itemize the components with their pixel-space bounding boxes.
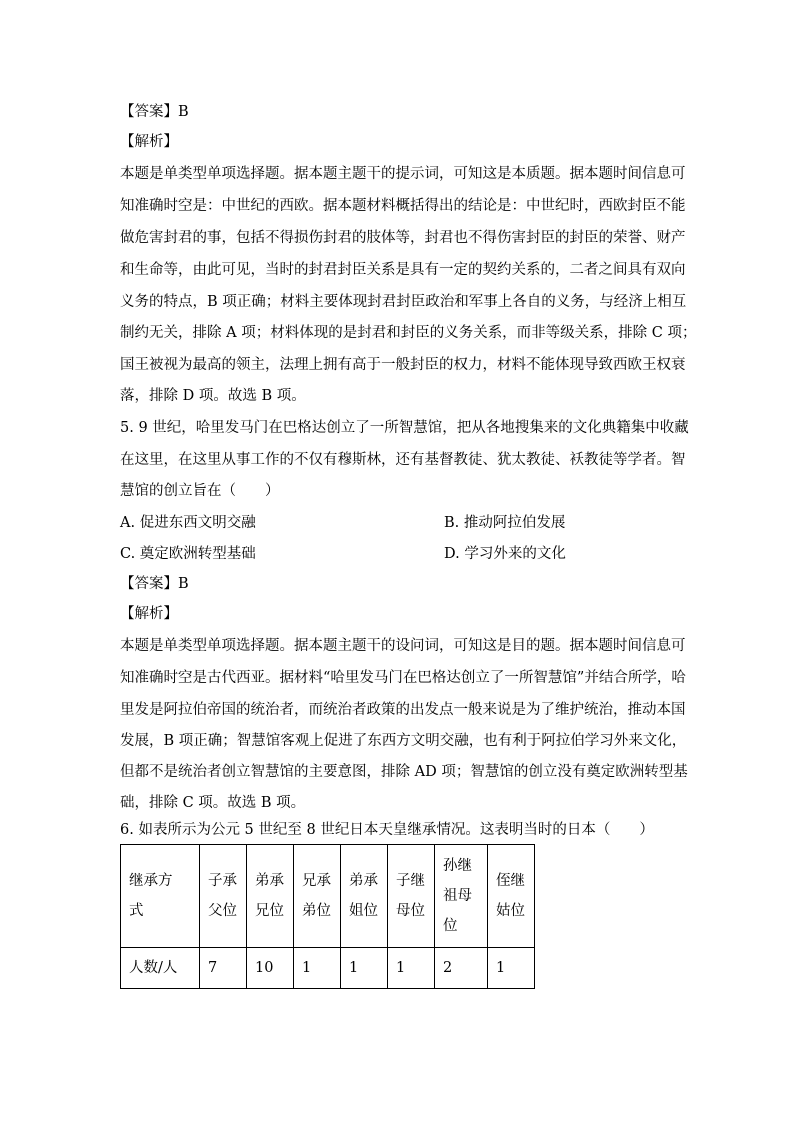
q5-option-a[interactable]: A. 促进东西文明交融 — [120, 515, 256, 531]
q5-analysis-line: 发展，B 项正确；智慧馆客观上促进了东西方文明交融，也有利于阿拉伯学习外来文化， — [120, 733, 687, 749]
q4-analysis-label: 【解析】 — [120, 134, 178, 150]
table-cell: 1 — [294, 948, 341, 989]
table-cell: 7 — [200, 948, 247, 989]
table-row-label: 人数/人 — [121, 948, 200, 989]
q4-analysis-line: 国王被视为最高的领主，法理上拥有高于一般封臣的权力，材料不能体现导致西欧王权衰 — [120, 357, 686, 373]
q5-stem-line: 在这里，在这里从事工作的不仅有穆斯林，还有基督教徒、犹太教徒、袄教徒等学者。智 — [120, 452, 686, 468]
table-header-cell: 侄继 姑位 — [488, 845, 535, 948]
q4-analysis-line: 义务的特点，B 项正确；材料主要体现封君封臣政治和军事上各自的义务，与经济上相互 — [120, 294, 687, 310]
q4-analysis-line: 做危害封君的事，包括不得损伤封君的肢体等，封君也不得伤害封臣的封臣的荣誉、财产 — [120, 230, 686, 246]
table-header-cell: 兄承 弟位 — [294, 845, 341, 948]
table-cell: 1 — [341, 948, 388, 989]
q4-analysis-line: 和生命等，由此可见，当时的封君封臣关系是具有一定的契约关系的，二者之间具有双向 — [120, 262, 686, 278]
q5-analysis-label: 【解析】 — [120, 606, 178, 622]
q4-analysis-line: 知准确时空是：中世纪的西欧。据本题材料概括得出的结论是：中世纪时，西欧封臣不能 — [120, 198, 686, 214]
q4-answer: 【答案】B — [120, 104, 189, 120]
table-cell: 10 — [247, 948, 294, 989]
q5-analysis-line: 知准确时空是古代西亚。据材料“哈里发马门在巴格达创立了一所智慧馆”并结合所学，哈 — [120, 670, 686, 686]
table-header-row — [121, 845, 535, 948]
q5-stem-line: 5. 9 世纪，哈里发马门在巴格达创立了一所智慧馆，把从各地搜集来的文化典籍集中收藏 — [120, 420, 689, 436]
q6-stem: 6. 如表所示为公元 5 世纪至 8 世纪日本天皇继承情况。这表明当时的日本（ ） — [120, 822, 654, 838]
table-header-cell: 孙继 祖母 位 — [435, 845, 488, 948]
table-header-cell: 子继 母位 — [388, 845, 435, 948]
q5-analysis-line: 本题是单类型单项选择题。据本题主题干的设问词，可知这是目的题。据本题时间信息可 — [120, 638, 686, 654]
q5-option-c[interactable]: C. 奠定欧洲转型基础 — [120, 546, 256, 562]
table-header-cell: 继承方 式 — [121, 845, 200, 948]
q4-analysis-line: 落，排除 D 项。故选 B 项。 — [120, 388, 306, 404]
succession-table — [120, 844, 535, 989]
q5-analysis-line: 础，排除 C 项。故选 B 项。 — [120, 795, 306, 811]
table-header-cell: 子承 父位 — [200, 845, 247, 948]
table-cell: 1 — [388, 948, 435, 989]
q4-analysis-line: 本题是单类型单项选择题。据本题主题干的提示词，可知这是本质题。据本题时间信息可 — [120, 166, 686, 182]
table-cell: 1 — [488, 948, 535, 989]
table-cell: 2 — [435, 948, 488, 989]
q4-analysis-line: 制约无关，排除 A 项；材料体现的是封君和封臣的义务关系，而非等级关系，排除 C 项； — [120, 325, 697, 341]
q5-analysis-line: 但都不是统治者创立智慧馆的主要意图，排除 AD 项；智慧馆的创立没有奠定欧洲转型基 — [120, 764, 688, 780]
table-row — [121, 948, 535, 989]
q5-stem-line: 慧馆的创立旨在（ ） — [120, 483, 280, 499]
q5-answer: 【答案】B — [120, 576, 189, 592]
table-header-cell: 弟承 姐位 — [341, 845, 388, 948]
q5-analysis-line: 里发是阿拉伯帝国的统治者，而统治者政策的出发点一般来说是为了维护统治，推动本国 — [120, 702, 686, 718]
table-header-cell: 弟承 兄位 — [247, 845, 294, 948]
q5-option-d[interactable]: D. 学习外来的文化 — [444, 546, 566, 562]
q5-option-b[interactable]: B. 推动阿拉伯发展 — [444, 515, 566, 531]
